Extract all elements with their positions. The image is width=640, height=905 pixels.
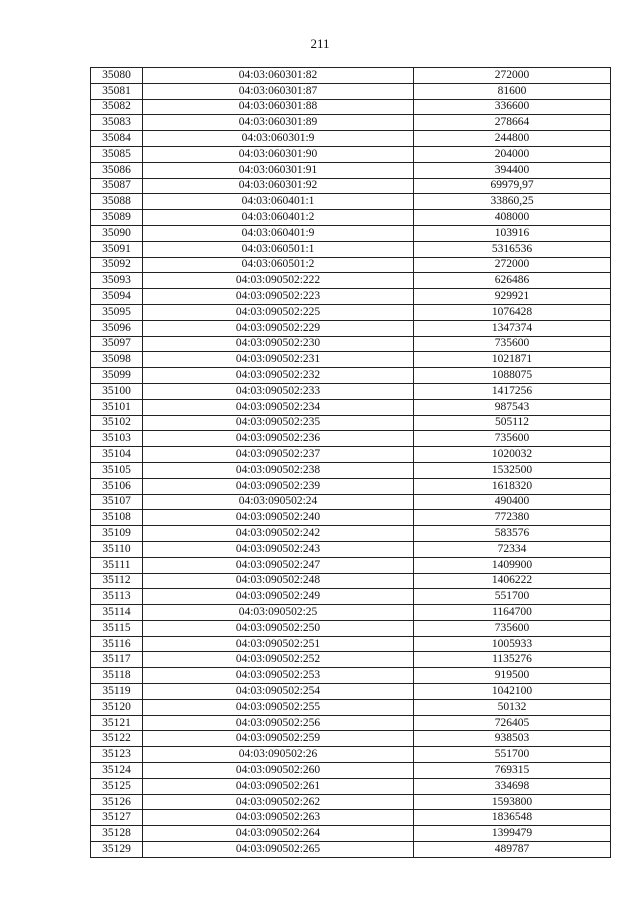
value-cell: 505112 [414,415,611,431]
value-cell: 408000 [414,210,611,226]
table-row [91,131,611,147]
table-row [91,304,611,320]
cadastral-number-cell: 04:03:060301:9 [143,131,414,147]
row-number-cell: 35129 [91,842,143,858]
cadastral-number-cell: 04:03:090502:255 [143,699,414,715]
table-row [91,620,611,636]
value-cell: 490400 [414,494,611,510]
row-number-cell: 35100 [91,383,143,399]
table-row [91,684,611,700]
cadastral-number-cell: 04:03:090502:253 [143,668,414,684]
row-number-cell: 35108 [91,510,143,526]
table-row [91,462,611,478]
cadastral-number-cell: 04:03:090502:25 [143,605,414,621]
cadastral-number-cell: 04:03:090502:223 [143,289,414,305]
row-number-cell: 35103 [91,431,143,447]
row-number-cell: 35080 [91,68,143,84]
row-number-cell: 35127 [91,810,143,826]
value-cell: 1088075 [414,368,611,384]
value-cell: 551700 [414,589,611,605]
cadastral-number-cell: 04:03:090502:225 [143,304,414,320]
value-cell: 929921 [414,289,611,305]
row-number-cell: 35085 [91,146,143,162]
cadastral-number-cell: 04:03:090502:264 [143,826,414,842]
value-cell: 1417256 [414,383,611,399]
value-cell: 50132 [414,699,611,715]
value-cell: 33860,25 [414,194,611,210]
cadastral-number-cell: 04:03:090502:256 [143,715,414,731]
row-number-cell: 35107 [91,494,143,510]
cadastral-number-cell: 04:03:090502:251 [143,636,414,652]
cadastral-number-cell: 04:03:090502:240 [143,510,414,526]
table-row [91,715,611,731]
cadastral-number-cell: 04:03:090502:261 [143,778,414,794]
table-row [91,162,611,178]
row-number-cell: 35110 [91,541,143,557]
row-number-cell: 35112 [91,573,143,589]
row-number-cell: 35104 [91,447,143,463]
value-cell: 1618320 [414,478,611,494]
value-cell: 583576 [414,526,611,542]
row-number-cell: 35125 [91,778,143,794]
row-number-cell: 35089 [91,210,143,226]
table-row [91,431,611,447]
table-row [91,763,611,779]
table-row [91,699,611,715]
table-row [91,210,611,226]
row-number-cell: 35102 [91,415,143,431]
value-cell: 1164700 [414,605,611,621]
row-number-cell: 35121 [91,715,143,731]
value-cell: 244800 [414,131,611,147]
row-number-cell: 35098 [91,352,143,368]
cadastral-number-cell: 04:03:060401:9 [143,225,414,241]
value-cell: 81600 [414,83,611,99]
value-cell: 938503 [414,731,611,747]
cadastral-number-cell: 04:03:060301:87 [143,83,414,99]
row-number-cell: 35096 [91,320,143,336]
row-number-cell: 35087 [91,178,143,194]
value-cell: 336600 [414,99,611,115]
cadastral-number-cell: 04:03:060301:82 [143,68,414,84]
table-row [91,289,611,305]
value-cell: 72334 [414,541,611,557]
value-cell: 726405 [414,715,611,731]
value-cell: 1076428 [414,304,611,320]
row-number-cell: 35106 [91,478,143,494]
table-row [91,241,611,257]
value-cell: 1135276 [414,652,611,668]
table-row [91,447,611,463]
table-row [91,589,611,605]
cadastral-number-cell: 04:03:090502:249 [143,589,414,605]
row-number-cell: 35113 [91,589,143,605]
cadastral-number-cell: 04:03:090502:262 [143,794,414,810]
table-row [91,510,611,526]
row-number-cell: 35082 [91,99,143,115]
table-row [91,68,611,84]
value-cell: 1836548 [414,810,611,826]
cadastral-number-cell: 04:03:090502:252 [143,652,414,668]
row-number-cell: 35097 [91,336,143,352]
table-row [91,320,611,336]
table-row [91,794,611,810]
table-row [91,336,611,352]
cadastral-number-cell: 04:03:090502:263 [143,810,414,826]
cadastral-number-cell: 04:03:090502:234 [143,399,414,415]
value-cell: 1409900 [414,557,611,573]
table-row [91,257,611,273]
table-row [91,273,611,289]
value-cell: 1042100 [414,684,611,700]
cadastral-number-cell: 04:03:090502:242 [143,526,414,542]
row-number-cell: 35095 [91,304,143,320]
table-row [91,526,611,542]
table-row [91,747,611,763]
value-cell: 1532500 [414,462,611,478]
cadastral-number-cell: 04:03:060401:2 [143,210,414,226]
table-row [91,178,611,194]
row-number-cell: 35105 [91,462,143,478]
table-row [91,415,611,431]
row-number-cell: 35081 [91,83,143,99]
row-number-cell: 35088 [91,194,143,210]
table-row [91,810,611,826]
cadastral-number-cell: 04:03:090502:254 [143,684,414,700]
table-row [91,731,611,747]
cadastral-number-cell: 04:03:060301:92 [143,178,414,194]
value-cell: 204000 [414,146,611,162]
table-row [91,99,611,115]
cadastral-number-cell: 04:03:090502:239 [143,478,414,494]
value-cell: 334698 [414,778,611,794]
cadastral-number-cell: 04:03:090502:260 [143,763,414,779]
value-cell: 1005933 [414,636,611,652]
row-number-cell: 35126 [91,794,143,810]
registry-table [90,67,611,858]
cadastral-number-cell: 04:03:060301:91 [143,162,414,178]
value-cell: 919500 [414,668,611,684]
row-number-cell: 35099 [91,368,143,384]
table-row [91,115,611,131]
cadastral-number-cell: 04:03:090502:26 [143,747,414,763]
value-cell: 987543 [414,399,611,415]
value-cell: 772380 [414,510,611,526]
value-cell: 626486 [414,273,611,289]
cadastral-number-cell: 04:03:090502:243 [143,541,414,557]
row-number-cell: 35101 [91,399,143,415]
cadastral-number-cell: 04:03:090502:248 [143,573,414,589]
cadastral-number-cell: 04:03:090502:250 [143,620,414,636]
table-row [91,573,611,589]
row-number-cell: 35109 [91,526,143,542]
cadastral-number-cell: 04:03:090502:233 [143,383,414,399]
cadastral-number-cell: 04:03:060301:88 [143,99,414,115]
table-row [91,478,611,494]
value-cell: 1399479 [414,826,611,842]
value-cell: 1406222 [414,573,611,589]
cadastral-number-cell: 04:03:090502:236 [143,431,414,447]
table-row [91,368,611,384]
value-cell: 1020032 [414,447,611,463]
value-cell: 103916 [414,225,611,241]
value-cell: 1593800 [414,794,611,810]
table-row [91,383,611,399]
row-number-cell: 35116 [91,636,143,652]
cadastral-number-cell: 04:03:090502:222 [143,273,414,289]
row-number-cell: 35084 [91,131,143,147]
cadastral-number-cell: 04:03:090502:265 [143,842,414,858]
value-cell: 278664 [414,115,611,131]
cadastral-number-cell: 04:03:090502:247 [143,557,414,573]
row-number-cell: 35090 [91,225,143,241]
table-row [91,194,611,210]
table-row [91,842,611,858]
value-cell: 769315 [414,763,611,779]
row-number-cell: 35118 [91,668,143,684]
table-row [91,605,611,621]
value-cell: 1347374 [414,320,611,336]
row-number-cell: 35117 [91,652,143,668]
row-number-cell: 35091 [91,241,143,257]
table-row [91,225,611,241]
table-row [91,83,611,99]
row-number-cell: 35120 [91,699,143,715]
row-number-cell: 35086 [91,162,143,178]
row-number-cell: 35094 [91,289,143,305]
table-row [91,826,611,842]
table-row [91,399,611,415]
cadastral-number-cell: 04:03:060301:90 [143,146,414,162]
value-cell: 272000 [414,68,611,84]
value-cell: 735600 [414,336,611,352]
value-cell: 489787 [414,842,611,858]
cadastral-number-cell: 04:03:090502:232 [143,368,414,384]
cadastral-number-cell: 04:03:090502:237 [143,447,414,463]
row-number-cell: 35114 [91,605,143,621]
value-cell: 69979,97 [414,178,611,194]
table-body [91,68,611,858]
row-number-cell: 35122 [91,731,143,747]
row-number-cell: 35123 [91,747,143,763]
cadastral-number-cell: 04:03:060401:1 [143,194,414,210]
value-cell: 272000 [414,257,611,273]
row-number-cell: 35124 [91,763,143,779]
table-row [91,352,611,368]
row-number-cell: 35119 [91,684,143,700]
table-row [91,668,611,684]
table-row [91,146,611,162]
value-cell: 735600 [414,620,611,636]
cadastral-number-cell: 04:03:090502:230 [143,336,414,352]
cadastral-number-cell: 04:03:060301:89 [143,115,414,131]
row-number-cell: 35128 [91,826,143,842]
cadastral-number-cell: 04:03:090502:238 [143,462,414,478]
table-row [91,541,611,557]
row-number-cell: 35115 [91,620,143,636]
table-row [91,636,611,652]
cadastral-number-cell: 04:03:060501:2 [143,257,414,273]
table-row [91,494,611,510]
value-cell: 551700 [414,747,611,763]
table-row [91,778,611,794]
table-row [91,557,611,573]
row-number-cell: 35111 [91,557,143,573]
row-number-cell: 35092 [91,257,143,273]
cadastral-number-cell: 04:03:090502:24 [143,494,414,510]
value-cell: 1021871 [414,352,611,368]
cadastral-number-cell: 04:03:090502:229 [143,320,414,336]
row-number-cell: 35093 [91,273,143,289]
page-number: 211 [310,36,330,51]
cadastral-number-cell: 04:03:090502:235 [143,415,414,431]
cadastral-number-cell: 04:03:090502:231 [143,352,414,368]
value-cell: 5316536 [414,241,611,257]
row-number-cell: 35083 [91,115,143,131]
value-cell: 735600 [414,431,611,447]
value-cell: 394400 [414,162,611,178]
cadastral-number-cell: 04:03:090502:259 [143,731,414,747]
table-row [91,652,611,668]
cadastral-number-cell: 04:03:060501:1 [143,241,414,257]
